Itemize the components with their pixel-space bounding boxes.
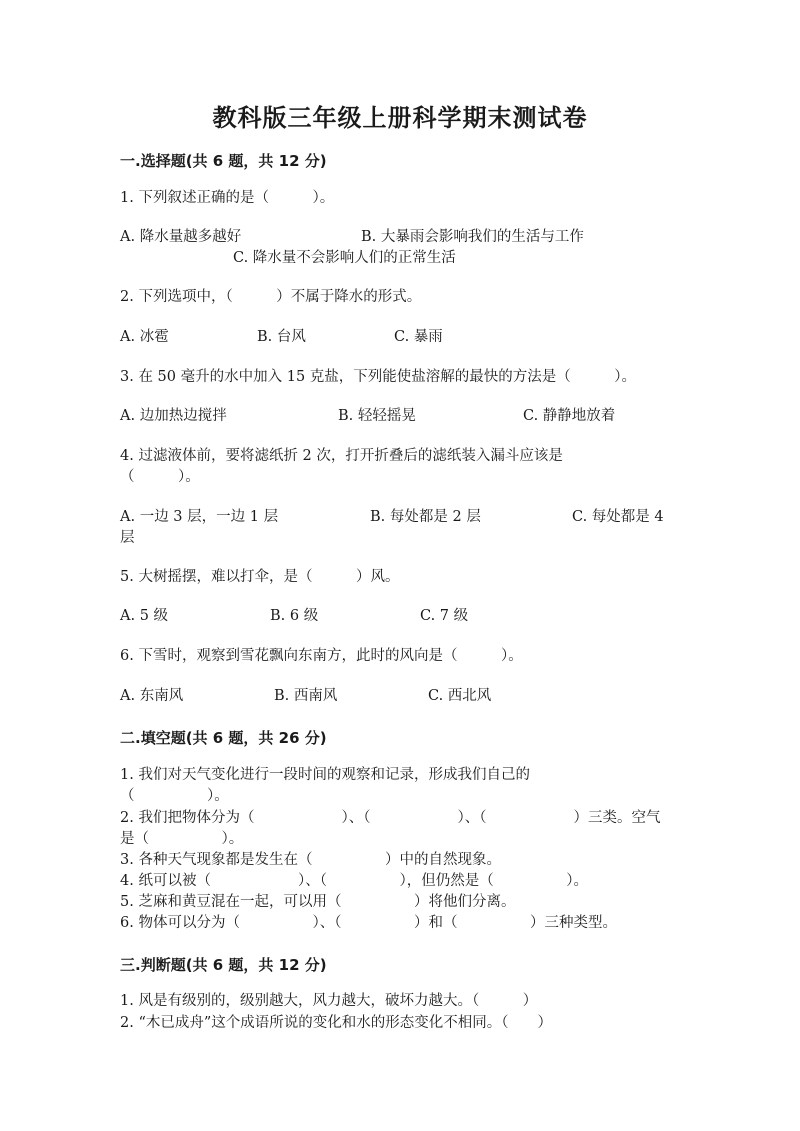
question-stem: 1. 下列叙述正确的是（ ）。 — [120, 190, 335, 206]
judge-line: 2. “木已成舟”这个成语所说的变化和水的形态变化不相同。（ ） — [120, 1015, 553, 1031]
fill-line: （ ）。 — [120, 788, 229, 804]
section-heading-choice: 一.选择题(共 6 题，共 12 分) — [120, 152, 327, 170]
option-a: A. 冰雹 — [120, 329, 169, 345]
fill-line: 是（ ）。 — [120, 831, 244, 847]
fill-line: 6. 物体可以分为（ ）、（ ）和（ ）三种类型。 — [120, 915, 617, 931]
option-c: C. 静静地放着 — [523, 408, 616, 424]
judge-line: 1. 风是有级别的，级别越大，风力越大，破坏力越大。（ ） — [120, 993, 538, 1009]
question-stem: 2. 下列选项中，（ ）不属于降水的形式。 — [120, 289, 422, 305]
option-a: A. 5 级 — [120, 608, 169, 624]
option-c: C. 降水量不会影响人们的正常生活 — [233, 250, 456, 266]
option-a: A. 边加热边搅拌 — [120, 408, 227, 424]
option-c-continued: 层 — [120, 530, 135, 546]
option-a: A. 降水量越多越好 — [120, 229, 242, 245]
fill-line: 3. 各种天气现象都是发生在（ ）中的自然现象。 — [120, 852, 501, 868]
option-a: A. 东南风 — [120, 688, 184, 704]
exam-title: 教科版三年级上册科学期末测试卷 — [212, 104, 588, 132]
fill-line: 1. 我们对天气变化进行一段时间的观察和记录，形成我们自己的 — [120, 767, 530, 783]
option-c: C. 暴雨 — [394, 329, 443, 345]
option-c: C. 西北风 — [428, 688, 492, 704]
fill-line: 2. 我们把物体分为（ ）、（ ）、（ ）三类。空气 — [120, 810, 661, 826]
question-stem: 3. 在 50 毫升的水中加入 15 克盐，下列能使盐溶解的最快的方法是（ ）。 — [120, 369, 637, 385]
option-b: B. 大暴雨会影响我们的生活与工作 — [361, 229, 584, 245]
fill-line: 4. 纸可以被（ ）、（ ），但仍然是（ ）。 — [120, 873, 588, 889]
section-heading-fill: 二.填空题(共 6 题，共 26 分) — [120, 729, 327, 747]
option-c: C. 7 级 — [420, 608, 469, 624]
section-heading-judge: 三.判断题(共 6 题，共 12 分) — [120, 956, 327, 974]
option-b: B. 每处都是 2 层 — [370, 509, 481, 525]
question-stem: 6. 下雪时，观察到雪花飘向东南方，此时的风向是（ ）。 — [120, 648, 523, 664]
fill-line: 5. 芝麻和黄豆混在一起，可以用（ ）将他们分离。 — [120, 894, 516, 910]
question-stem: 5. 大树摇摆，难以打伞，是（ ）风。 — [120, 569, 400, 585]
option-b: B. 6 级 — [270, 608, 319, 624]
option-b: B. 西南风 — [274, 688, 338, 704]
option-a: A. 一边 3 层，一边 1 层 — [120, 509, 279, 525]
option-b: B. 轻轻摇晃 — [338, 408, 416, 424]
option-c: C. 每处都是 4 — [572, 509, 664, 525]
question-stem-continued: （ ）。 — [120, 469, 200, 485]
option-b: B. 台风 — [257, 329, 306, 345]
question-stem: 4. 过滤液体前，要将滤纸折 2 次，打开折叠后的滤纸装入漏斗应该是 — [120, 448, 563, 464]
